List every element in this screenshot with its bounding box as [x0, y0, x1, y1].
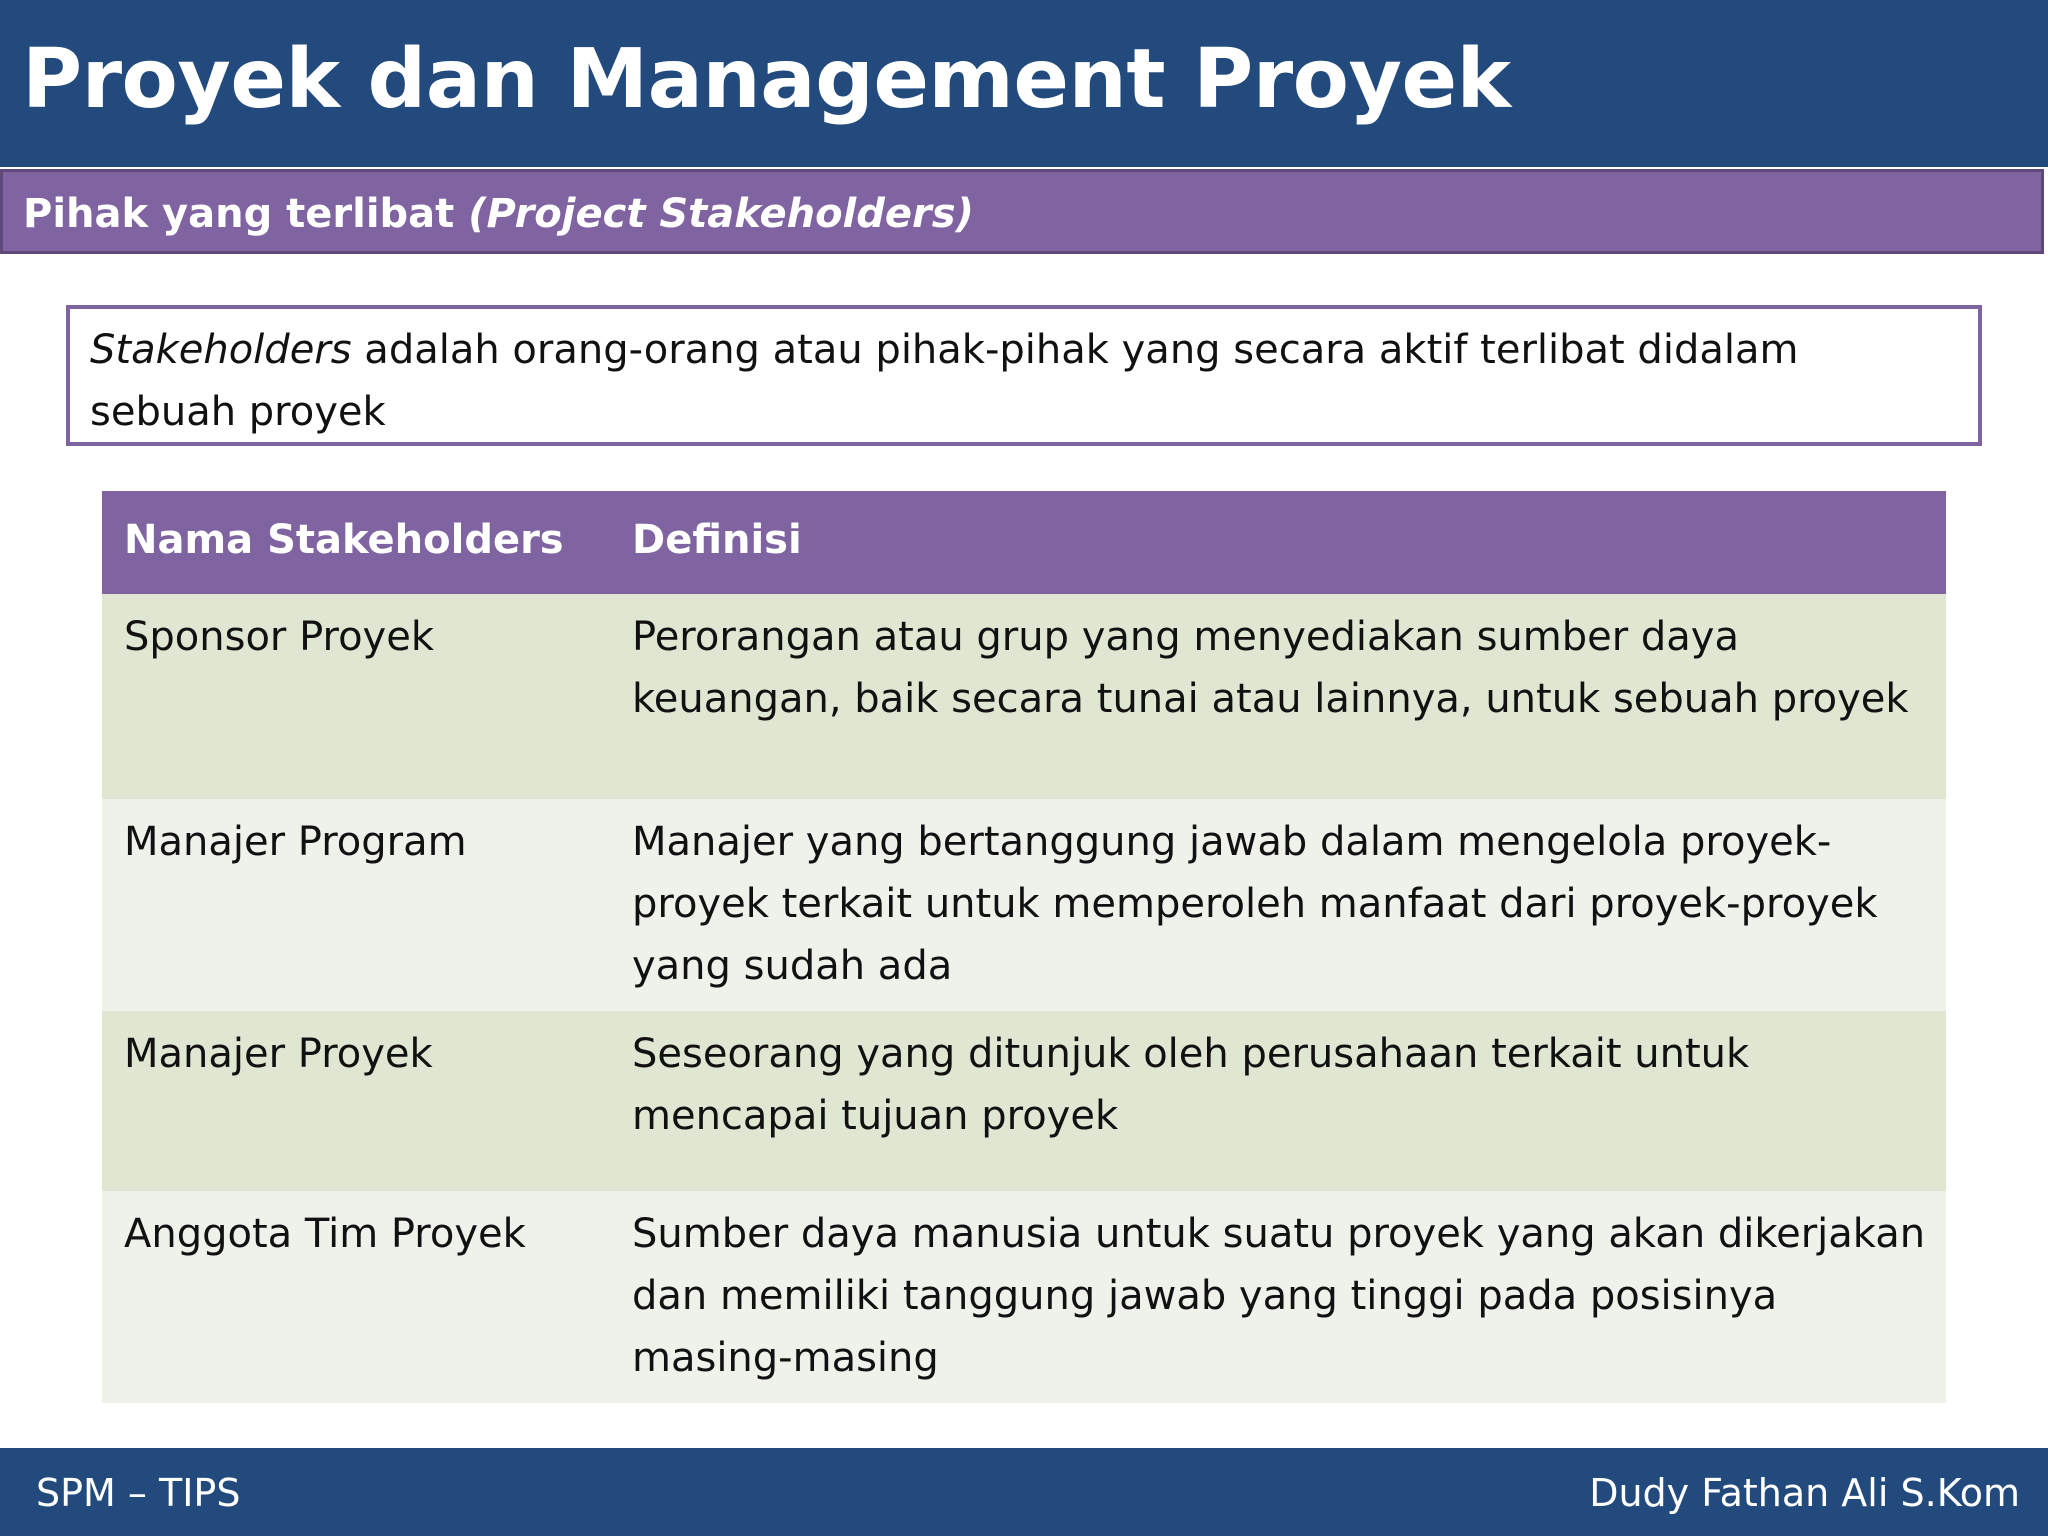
definition-body: adalah orang-orang atau pihak-pihak yang secara aktif terlibat didalam sebuah proyek	[90, 327, 1799, 435]
footer-author: Dudy Fathan Ali S.Kom	[1589, 1471, 2020, 1515]
definition-box	[66, 305, 1982, 446]
subtitle-bar	[0, 169, 2044, 254]
table-header-row	[102, 491, 1946, 594]
definition-term: Stakeholders	[90, 327, 352, 373]
table-row	[102, 1191, 1946, 1403]
stakeholder-name: Sponsor Proyek	[102, 594, 632, 799]
title-bar	[0, 0, 2048, 167]
footer-course: SPM – TIPS	[36, 1471, 241, 1515]
slide-subtitle	[23, 190, 974, 238]
table-row	[102, 1011, 1946, 1191]
stakeholder-name: Anggota Tim Proyek	[102, 1191, 632, 1403]
subtitle-prefix: Pihak yang terlibat	[23, 191, 469, 237]
stakeholder-definition: Perorangan atau grup yang menyediakan sumber daya keuangan, baik secara tunai atau lainnya, untuk sebuah proyek	[632, 594, 1946, 799]
table-row	[102, 799, 1946, 1011]
slide-title: Proyek dan Management Proyek	[22, 32, 1511, 127]
header-nama-stakeholders: Nama Stakeholders	[102, 491, 632, 594]
definition-text	[90, 319, 1950, 443]
stakeholders-table	[102, 491, 1946, 1403]
subtitle-italic: (Project Stakeholders)	[468, 191, 974, 237]
header-definisi: Definisi	[632, 491, 1946, 594]
stakeholder-definition: Sumber daya manusia untuk suatu proyek yang akan dikerjakan dan memiliki tanggung jawab yang tinggi pada posisinya masing-masing	[632, 1191, 1946, 1403]
stakeholder-name: Manajer Program	[102, 799, 632, 1011]
stakeholder-definition: Seseorang yang ditunjuk oleh perusahaan terkait untuk mencapai tujuan proyek	[632, 1011, 1946, 1191]
stakeholder-definition: Manajer yang bertanggung jawab dalam mengelola proyek-proyek terkait untuk memperoleh manfaat dari proyek-proyek yang sudah ada	[632, 799, 1946, 1011]
stakeholder-name: Manajer Proyek	[102, 1011, 632, 1191]
footer-bar	[0, 1448, 2048, 1536]
table-row	[102, 594, 1946, 799]
